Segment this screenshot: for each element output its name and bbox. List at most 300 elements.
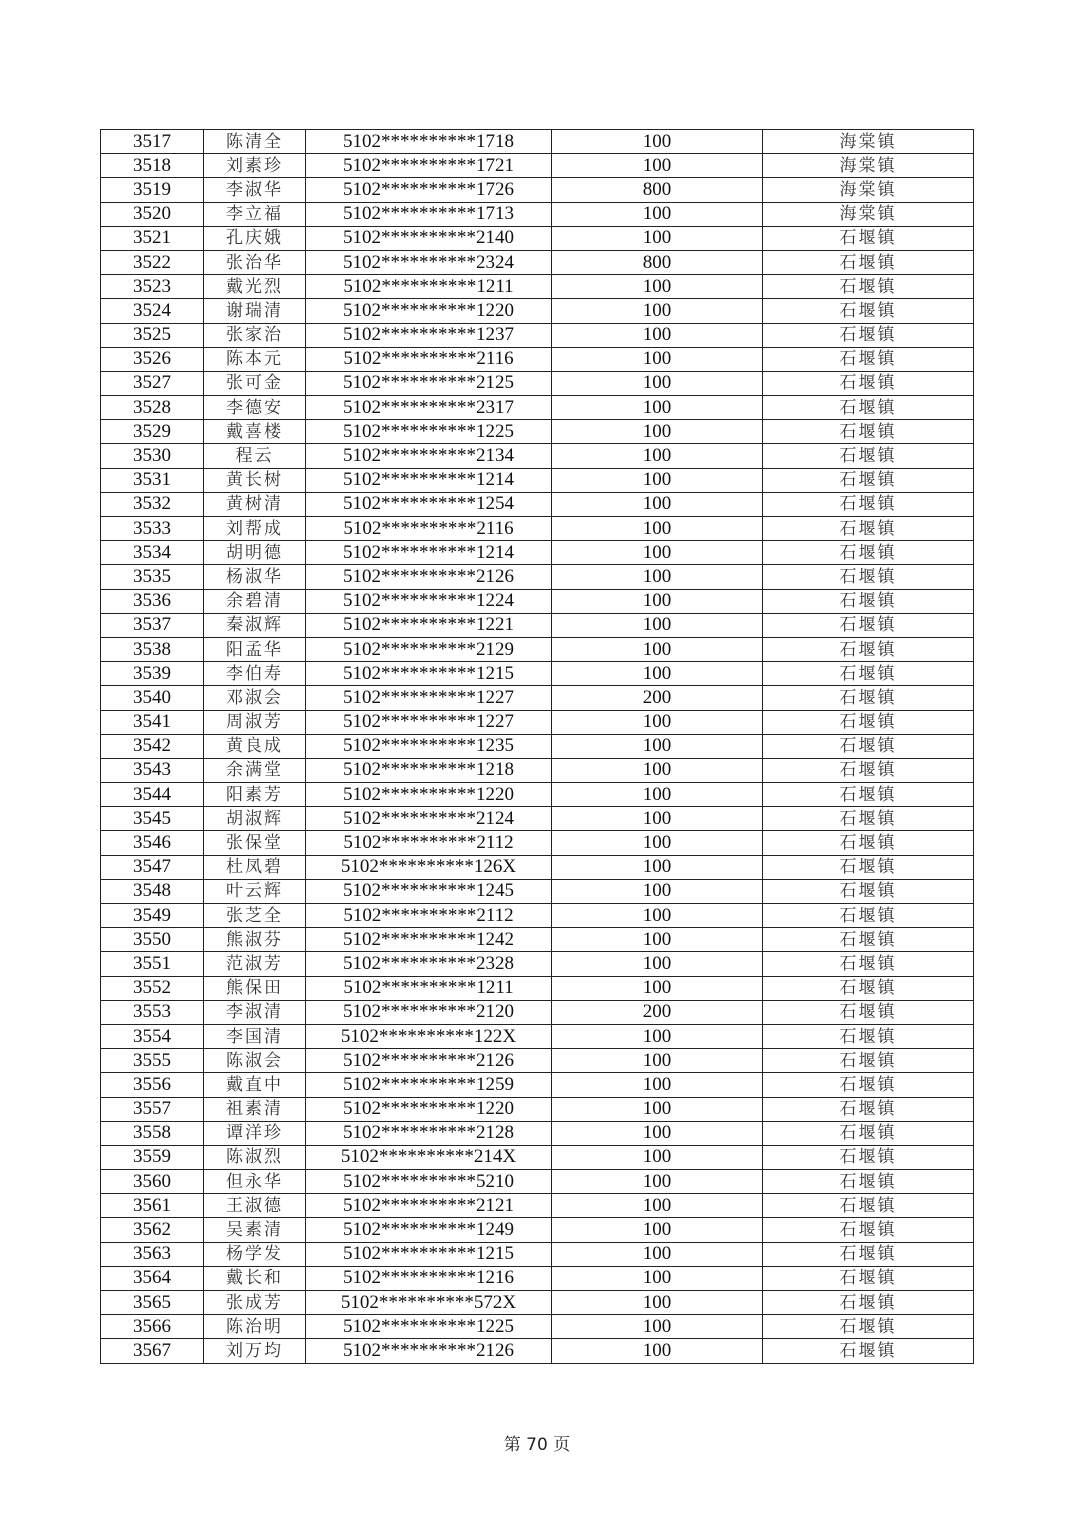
row-number-cell: 3517 xyxy=(101,130,204,154)
table-row xyxy=(101,1266,974,1290)
table-row xyxy=(101,396,974,420)
row-number-cell: 3563 xyxy=(101,1242,204,1266)
row-number-cell: 3553 xyxy=(101,1000,204,1024)
table-row xyxy=(101,686,974,710)
amount-cell: 100 xyxy=(552,444,763,468)
town-cell: 石堰镇 xyxy=(763,928,974,952)
amount-cell: 100 xyxy=(552,202,763,226)
id-number-cell: 5102**********2112 xyxy=(306,904,552,928)
id-number-cell: 5102**********1225 xyxy=(306,1315,552,1339)
row-number-cell: 3558 xyxy=(101,1121,204,1145)
id-number-cell: 5102**********1216 xyxy=(306,1266,552,1290)
town-cell: 石堰镇 xyxy=(763,396,974,420)
town-cell: 石堰镇 xyxy=(763,468,974,492)
name-cell: 张可金 xyxy=(204,371,306,395)
id-number-cell: 5102**********2125 xyxy=(306,371,552,395)
row-number-cell: 3545 xyxy=(101,807,204,831)
amount-cell: 100 xyxy=(552,952,763,976)
id-number-cell: 5102**********1721 xyxy=(306,154,552,178)
town-cell: 石堰镇 xyxy=(763,492,974,516)
row-number-cell: 3534 xyxy=(101,541,204,565)
table-row xyxy=(101,565,974,589)
row-number-cell: 3554 xyxy=(101,1024,204,1048)
table-row xyxy=(101,879,974,903)
id-number-cell: 5102**********1220 xyxy=(306,783,552,807)
name-cell: 杨学发 xyxy=(204,1242,306,1266)
name-cell: 戴喜楼 xyxy=(204,420,306,444)
id-number-cell: 5102**********2116 xyxy=(306,517,552,541)
amount-cell: 100 xyxy=(552,299,763,323)
town-cell: 石堰镇 xyxy=(763,589,974,613)
town-cell: 石堰镇 xyxy=(763,371,974,395)
name-cell: 张保堂 xyxy=(204,831,306,855)
town-cell: 石堰镇 xyxy=(763,807,974,831)
name-cell: 张家治 xyxy=(204,323,306,347)
page-number: 第 70 页 xyxy=(503,1435,571,1455)
row-number-cell: 3546 xyxy=(101,831,204,855)
table-row xyxy=(101,444,974,468)
town-cell: 石堰镇 xyxy=(763,1121,974,1145)
town-cell: 石堰镇 xyxy=(763,420,974,444)
table-row xyxy=(101,1218,974,1242)
id-number-cell: 5102**********1254 xyxy=(306,492,552,516)
id-number-cell: 5102**********2128 xyxy=(306,1121,552,1145)
table-row xyxy=(101,226,974,250)
id-number-cell: 5102**********1211 xyxy=(306,275,552,299)
table-row xyxy=(101,1145,974,1169)
row-number-cell: 3559 xyxy=(101,1145,204,1169)
amount-cell: 100 xyxy=(552,1291,763,1315)
id-number-cell: 5102**********1218 xyxy=(306,758,552,782)
amount-cell: 100 xyxy=(552,1266,763,1290)
amount-cell: 100 xyxy=(552,1315,763,1339)
town-cell: 石堰镇 xyxy=(763,686,974,710)
amount-cell: 100 xyxy=(552,517,763,541)
name-cell: 谭洋珍 xyxy=(204,1121,306,1145)
row-number-cell: 3537 xyxy=(101,613,204,637)
amount-cell: 100 xyxy=(552,637,763,661)
amount-cell: 100 xyxy=(552,226,763,250)
amount-cell: 100 xyxy=(552,613,763,637)
table-row xyxy=(101,178,974,202)
id-number-cell: 5102**********1259 xyxy=(306,1073,552,1097)
town-cell: 海棠镇 xyxy=(763,130,974,154)
name-cell: 邓淑会 xyxy=(204,686,306,710)
id-number-cell: 5102**********2116 xyxy=(306,347,552,371)
id-number-cell: 5102**********2324 xyxy=(306,250,552,274)
table-row xyxy=(101,831,974,855)
town-cell: 石堰镇 xyxy=(763,1024,974,1048)
id-number-cell: 5102**********1718 xyxy=(306,130,552,154)
amount-cell: 100 xyxy=(552,976,763,1000)
amount-cell: 100 xyxy=(552,1121,763,1145)
row-number-cell: 3522 xyxy=(101,250,204,274)
table-row xyxy=(101,1121,974,1145)
amount-cell: 100 xyxy=(552,371,763,395)
row-number-cell: 3532 xyxy=(101,492,204,516)
town-cell: 石堰镇 xyxy=(763,226,974,250)
id-number-cell: 5102**********1245 xyxy=(306,879,552,903)
name-cell: 但永华 xyxy=(204,1170,306,1194)
town-cell: 石堰镇 xyxy=(763,565,974,589)
town-cell: 石堰镇 xyxy=(763,541,974,565)
table-row xyxy=(101,1291,974,1315)
amount-cell: 100 xyxy=(552,855,763,879)
town-cell: 石堰镇 xyxy=(763,517,974,541)
id-number-cell: 5102**********1227 xyxy=(306,686,552,710)
town-cell: 石堰镇 xyxy=(763,734,974,758)
table-row xyxy=(101,347,974,371)
name-cell: 杜凤碧 xyxy=(204,855,306,879)
amount-cell: 100 xyxy=(552,879,763,903)
town-cell: 石堰镇 xyxy=(763,444,974,468)
amount-cell: 100 xyxy=(552,831,763,855)
id-number-cell: 5102**********2124 xyxy=(306,807,552,831)
table-row xyxy=(101,637,974,661)
row-number-cell: 3562 xyxy=(101,1218,204,1242)
amount-cell: 100 xyxy=(552,275,763,299)
name-cell: 陈本元 xyxy=(204,347,306,371)
town-cell: 石堰镇 xyxy=(763,662,974,686)
name-cell: 熊保田 xyxy=(204,976,306,1000)
table-row xyxy=(101,1315,974,1339)
amount-cell: 100 xyxy=(552,807,763,831)
id-number-cell: 5102**********1220 xyxy=(306,299,552,323)
id-number-cell: 5102**********1215 xyxy=(306,1242,552,1266)
town-cell: 石堰镇 xyxy=(763,1218,974,1242)
id-number-cell: 5102**********5210 xyxy=(306,1170,552,1194)
table-row xyxy=(101,1073,974,1097)
table-row xyxy=(101,613,974,637)
town-cell: 海棠镇 xyxy=(763,154,974,178)
town-cell: 石堰镇 xyxy=(763,1291,974,1315)
table-row xyxy=(101,783,974,807)
name-cell: 陈治明 xyxy=(204,1315,306,1339)
amount-cell: 100 xyxy=(552,347,763,371)
amount-cell: 100 xyxy=(552,1242,763,1266)
amount-cell: 100 xyxy=(552,734,763,758)
row-number-cell: 3550 xyxy=(101,928,204,952)
table-row xyxy=(101,299,974,323)
id-number-cell: 5102**********2126 xyxy=(306,1339,552,1363)
table-row xyxy=(101,371,974,395)
row-number-cell: 3541 xyxy=(101,710,204,734)
id-number-cell: 5102**********2126 xyxy=(306,1049,552,1073)
id-number-cell: 5102**********1215 xyxy=(306,662,552,686)
town-cell: 石堰镇 xyxy=(763,1315,974,1339)
id-number-cell: 5102**********1726 xyxy=(306,178,552,202)
amount-cell: 100 xyxy=(552,323,763,347)
row-number-cell: 3556 xyxy=(101,1073,204,1097)
table-row xyxy=(101,1242,974,1266)
row-number-cell: 3521 xyxy=(101,226,204,250)
name-cell: 刘素珍 xyxy=(204,154,306,178)
id-number-cell: 5102**********2112 xyxy=(306,831,552,855)
row-number-cell: 3561 xyxy=(101,1194,204,1218)
id-number-cell: 5102**********1249 xyxy=(306,1218,552,1242)
table-row xyxy=(101,1024,974,1048)
row-number-cell: 3555 xyxy=(101,1049,204,1073)
amount-cell: 100 xyxy=(552,396,763,420)
table-row xyxy=(101,492,974,516)
row-number-cell: 3538 xyxy=(101,637,204,661)
name-cell: 李立福 xyxy=(204,202,306,226)
row-number-cell: 3547 xyxy=(101,855,204,879)
town-cell: 石堰镇 xyxy=(763,1266,974,1290)
name-cell: 胡明德 xyxy=(204,541,306,565)
amount-cell: 800 xyxy=(552,250,763,274)
table-row xyxy=(101,1170,974,1194)
name-cell: 陈淑会 xyxy=(204,1049,306,1073)
name-cell: 祖素清 xyxy=(204,1097,306,1121)
amount-cell: 100 xyxy=(552,1073,763,1097)
table-row xyxy=(101,130,974,154)
town-cell: 石堰镇 xyxy=(763,1049,974,1073)
id-number-cell: 5102**********2317 xyxy=(306,396,552,420)
amount-cell: 100 xyxy=(552,541,763,565)
id-number-cell: 5102**********1713 xyxy=(306,202,552,226)
table-row xyxy=(101,589,974,613)
row-number-cell: 3557 xyxy=(101,1097,204,1121)
id-number-cell: 5102**********2134 xyxy=(306,444,552,468)
row-number-cell: 3544 xyxy=(101,783,204,807)
amount-cell: 100 xyxy=(552,1049,763,1073)
id-number-cell: 5102**********1225 xyxy=(306,420,552,444)
row-number-cell: 3536 xyxy=(101,589,204,613)
amount-cell: 100 xyxy=(552,1218,763,1242)
row-number-cell: 3523 xyxy=(101,275,204,299)
amount-cell: 100 xyxy=(552,589,763,613)
id-number-cell: 5102**********1214 xyxy=(306,468,552,492)
row-number-cell: 3551 xyxy=(101,952,204,976)
name-cell: 叶云辉 xyxy=(204,879,306,903)
town-cell: 石堰镇 xyxy=(763,855,974,879)
id-number-cell: 5102**********1220 xyxy=(306,1097,552,1121)
town-cell: 石堰镇 xyxy=(763,904,974,928)
name-cell: 范淑芳 xyxy=(204,952,306,976)
name-cell: 阳孟华 xyxy=(204,637,306,661)
id-number-cell: 5102**********126X xyxy=(306,855,552,879)
name-cell: 刘帮成 xyxy=(204,517,306,541)
table-row xyxy=(101,1339,974,1363)
row-number-cell: 3518 xyxy=(101,154,204,178)
name-cell: 王淑德 xyxy=(204,1194,306,1218)
amount-cell: 100 xyxy=(552,783,763,807)
row-number-cell: 3535 xyxy=(101,565,204,589)
town-cell: 石堰镇 xyxy=(763,831,974,855)
roster-table xyxy=(100,129,974,1364)
amount-cell: 200 xyxy=(552,686,763,710)
name-cell: 余满堂 xyxy=(204,758,306,782)
row-number-cell: 3560 xyxy=(101,1170,204,1194)
roster-table-body xyxy=(101,130,974,1364)
table-row xyxy=(101,807,974,831)
id-number-cell: 5102**********1211 xyxy=(306,976,552,1000)
name-cell: 孔庆娥 xyxy=(204,226,306,250)
name-cell: 阳素芳 xyxy=(204,783,306,807)
id-number-cell: 5102**********2120 xyxy=(306,1000,552,1024)
row-number-cell: 3542 xyxy=(101,734,204,758)
id-number-cell: 5102**********2129 xyxy=(306,637,552,661)
town-cell: 石堰镇 xyxy=(763,323,974,347)
table-row xyxy=(101,202,974,226)
town-cell: 石堰镇 xyxy=(763,275,974,299)
table-row xyxy=(101,734,974,758)
row-number-cell: 3520 xyxy=(101,202,204,226)
amount-cell: 100 xyxy=(552,492,763,516)
town-cell: 石堰镇 xyxy=(763,1145,974,1169)
row-number-cell: 3530 xyxy=(101,444,204,468)
amount-cell: 100 xyxy=(552,1145,763,1169)
row-number-cell: 3526 xyxy=(101,347,204,371)
name-cell: 李伯寿 xyxy=(204,662,306,686)
name-cell: 戴光烈 xyxy=(204,275,306,299)
name-cell: 余碧清 xyxy=(204,589,306,613)
row-number-cell: 3533 xyxy=(101,517,204,541)
row-number-cell: 3548 xyxy=(101,879,204,903)
town-cell: 石堰镇 xyxy=(763,976,974,1000)
table-row xyxy=(101,1049,974,1073)
table-row xyxy=(101,710,974,734)
row-number-cell: 3525 xyxy=(101,323,204,347)
row-number-cell: 3531 xyxy=(101,468,204,492)
table-row xyxy=(101,468,974,492)
name-cell: 张治华 xyxy=(204,250,306,274)
name-cell: 陈清全 xyxy=(204,130,306,154)
town-cell: 石堰镇 xyxy=(763,250,974,274)
row-number-cell: 3567 xyxy=(101,1339,204,1363)
amount-cell: 100 xyxy=(552,1339,763,1363)
town-cell: 海棠镇 xyxy=(763,202,974,226)
name-cell: 李淑清 xyxy=(204,1000,306,1024)
id-number-cell: 5102**********1214 xyxy=(306,541,552,565)
amount-cell: 100 xyxy=(552,565,763,589)
town-cell: 石堰镇 xyxy=(763,1170,974,1194)
name-cell: 谢瑞清 xyxy=(204,299,306,323)
town-cell: 石堰镇 xyxy=(763,710,974,734)
table-row xyxy=(101,904,974,928)
town-cell: 石堰镇 xyxy=(763,613,974,637)
town-cell: 海棠镇 xyxy=(763,178,974,202)
row-number-cell: 3552 xyxy=(101,976,204,1000)
name-cell: 周淑芳 xyxy=(204,710,306,734)
name-cell: 杨淑华 xyxy=(204,565,306,589)
amount-cell: 100 xyxy=(552,710,763,734)
id-number-cell: 5102**********122X xyxy=(306,1024,552,1048)
town-cell: 石堰镇 xyxy=(763,879,974,903)
table-row xyxy=(101,275,974,299)
name-cell: 李淑华 xyxy=(204,178,306,202)
amount-cell: 100 xyxy=(552,468,763,492)
name-cell: 黄良成 xyxy=(204,734,306,758)
table-row xyxy=(101,1000,974,1024)
amount-cell: 100 xyxy=(552,904,763,928)
row-number-cell: 3524 xyxy=(101,299,204,323)
amount-cell: 100 xyxy=(552,1194,763,1218)
row-number-cell: 3566 xyxy=(101,1315,204,1339)
id-number-cell: 5102**********2328 xyxy=(306,952,552,976)
table-row xyxy=(101,517,974,541)
name-cell: 刘万均 xyxy=(204,1339,306,1363)
name-cell: 吴素清 xyxy=(204,1218,306,1242)
id-number-cell: 5102**********1227 xyxy=(306,710,552,734)
id-number-cell: 5102**********214X xyxy=(306,1145,552,1169)
town-cell: 石堰镇 xyxy=(763,637,974,661)
town-cell: 石堰镇 xyxy=(763,347,974,371)
id-number-cell: 5102**********2126 xyxy=(306,565,552,589)
name-cell: 陈淑烈 xyxy=(204,1145,306,1169)
town-cell: 石堰镇 xyxy=(763,783,974,807)
amount-cell: 200 xyxy=(552,1000,763,1024)
row-number-cell: 3565 xyxy=(101,1291,204,1315)
row-number-cell: 3539 xyxy=(101,662,204,686)
name-cell: 李国清 xyxy=(204,1024,306,1048)
row-number-cell: 3527 xyxy=(101,371,204,395)
name-cell: 秦淑辉 xyxy=(204,613,306,637)
amount-cell: 100 xyxy=(552,130,763,154)
amount-cell: 100 xyxy=(552,154,763,178)
amount-cell: 100 xyxy=(552,1024,763,1048)
row-number-cell: 3519 xyxy=(101,178,204,202)
table-row xyxy=(101,1097,974,1121)
id-number-cell: 5102**********2140 xyxy=(306,226,552,250)
amount-cell: 100 xyxy=(552,420,763,444)
amount-cell: 100 xyxy=(552,662,763,686)
name-cell: 熊淑芬 xyxy=(204,928,306,952)
table-row xyxy=(101,420,974,444)
table-row xyxy=(101,323,974,347)
table-row xyxy=(101,976,974,1000)
table-row xyxy=(101,1194,974,1218)
id-number-cell: 5102**********1237 xyxy=(306,323,552,347)
row-number-cell: 3528 xyxy=(101,396,204,420)
row-number-cell: 3564 xyxy=(101,1266,204,1290)
name-cell: 黄长树 xyxy=(204,468,306,492)
table-row xyxy=(101,154,974,178)
table-row xyxy=(101,662,974,686)
table-row xyxy=(101,928,974,952)
id-number-cell: 5102**********1235 xyxy=(306,734,552,758)
amount-cell: 800 xyxy=(552,178,763,202)
town-cell: 石堰镇 xyxy=(763,1339,974,1363)
id-number-cell: 5102**********1242 xyxy=(306,928,552,952)
amount-cell: 100 xyxy=(552,758,763,782)
table-row xyxy=(101,250,974,274)
name-cell: 张成芳 xyxy=(204,1291,306,1315)
amount-cell: 100 xyxy=(552,1170,763,1194)
row-number-cell: 3529 xyxy=(101,420,204,444)
id-number-cell: 5102**********1221 xyxy=(306,613,552,637)
name-cell: 戴直中 xyxy=(204,1073,306,1097)
town-cell: 石堰镇 xyxy=(763,1194,974,1218)
id-number-cell: 5102**********2121 xyxy=(306,1194,552,1218)
amount-cell: 100 xyxy=(552,928,763,952)
table-row xyxy=(101,541,974,565)
town-cell: 石堰镇 xyxy=(763,758,974,782)
amount-cell: 100 xyxy=(552,1097,763,1121)
row-number-cell: 3549 xyxy=(101,904,204,928)
name-cell: 胡淑辉 xyxy=(204,807,306,831)
town-cell: 石堰镇 xyxy=(763,1097,974,1121)
name-cell: 黄树清 xyxy=(204,492,306,516)
table-row xyxy=(101,952,974,976)
town-cell: 石堰镇 xyxy=(763,299,974,323)
town-cell: 石堰镇 xyxy=(763,952,974,976)
town-cell: 石堰镇 xyxy=(763,1000,974,1024)
name-cell: 戴长和 xyxy=(204,1266,306,1290)
name-cell: 程云 xyxy=(204,444,306,468)
town-cell: 石堰镇 xyxy=(763,1242,974,1266)
